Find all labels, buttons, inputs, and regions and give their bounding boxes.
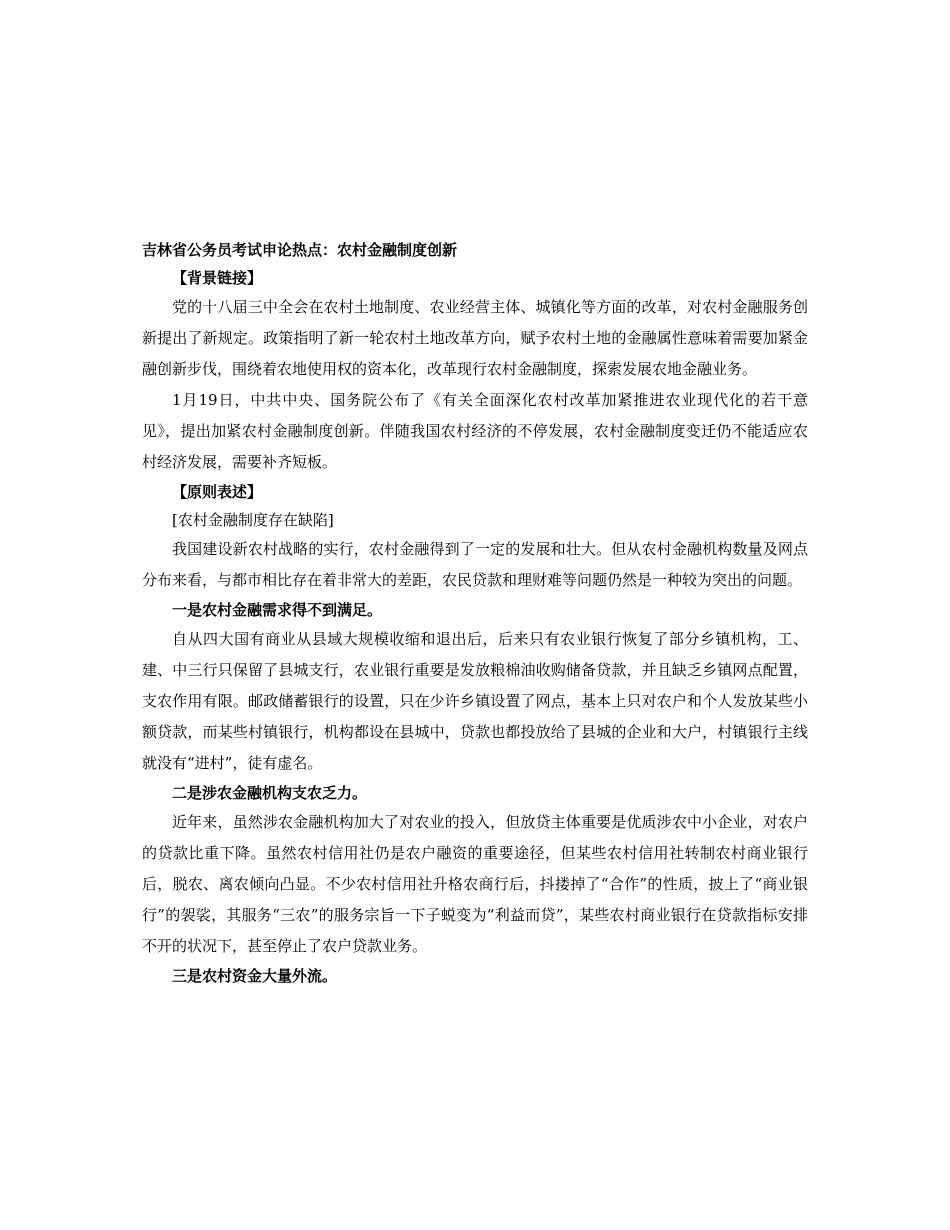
paragraph-point-1: 自从四大国有商业从县域大规模收缩和退出后，后来只有农业银行恢复了部分乡镇机构，工、建、中三行只保留了县城支行，农业银行重要是发放粮棉油收购储备贷款，并且缺乏乡镇网点配置，支农作用有限。邮政储蓄银行的设置，只在少许乡镇设置了网点，基本上只对农户和个人发放某些小额贷款，而某些村镇银行，机构都设在县城中，贷款也都投放给了县城的企业和大户，村镇银行主线就没有“进村”，徒有虚名。 [142, 630, 808, 772]
paragraph-point-2: 近年来，虽然涉农金融机构加大了对农业的投入，但放贷主体重要是优质涉农中小企业，对农户的贷款比重下降。虽然农村信用社仍是农户融资的重要途径，但某些农村信用社转制农村商业银行后，脱农、离农倾向凸显。不少农村信用社升格农商行后，抖搂掉了“合作”的性质，披上了“商业银行”的袈裟，其服务“三农”的服务宗旨一下子蜕变为“利益而贷”，某些农村商业银行在贷款指标安排不开的状况下，甚至停止了农户贷款业务。 [142, 813, 808, 955]
subheading-defect: [农村金融制度存在缺陷] [172, 511, 334, 529]
paragraph-defect-1: 我国建设新农村战略的实行，农村金融得到了一定的发展和壮大。但从农村金融机构数量及网点分布来看，与都市相比存在着非常大的差距，农民贷款和理财难等问题仍然是一种较为突出的问题。 [142, 540, 808, 589]
point-heading-1: 一是农村金融需求得不到满足。 [172, 601, 383, 619]
paragraph-background-2: 1月19日，中共中央、国务院公布了《有关全面深化农村改革加紧推进农业现代化的若干意见》，提出加紧农村金融制度创新。伴随我国农村经济的不停发展，农村金融制度变迁仍不能适应农村经济发展，需要补齐短板。 [142, 391, 808, 471]
section-heading-background: 【背景链接】 [172, 269, 263, 287]
section-heading-principle: 【原则表述】 [172, 483, 263, 501]
point-heading-3: 三是农村资金大量外流。 [172, 967, 338, 985]
paragraph-background-1: 党的十八届三中全会在农村土地制度、农业经营主体、城镇化等方面的改革，对农村金融服务创新提出了新规定。政策指明了新一轮农村土地改革方向，赋予农村土地的金融属性意味着需要加紧金融创新步伐，围绕着农地使用权的资本化，改革现行农村金融制度，探索发展农地金融业务。 [142, 298, 808, 378]
document-body [142, 236, 808, 990]
document-title: 吉林省公务员考试申论热点：农村金融制度创新 [142, 241, 458, 259]
point-heading-2: 二是涉农金融机构支农乏力。 [172, 784, 368, 802]
